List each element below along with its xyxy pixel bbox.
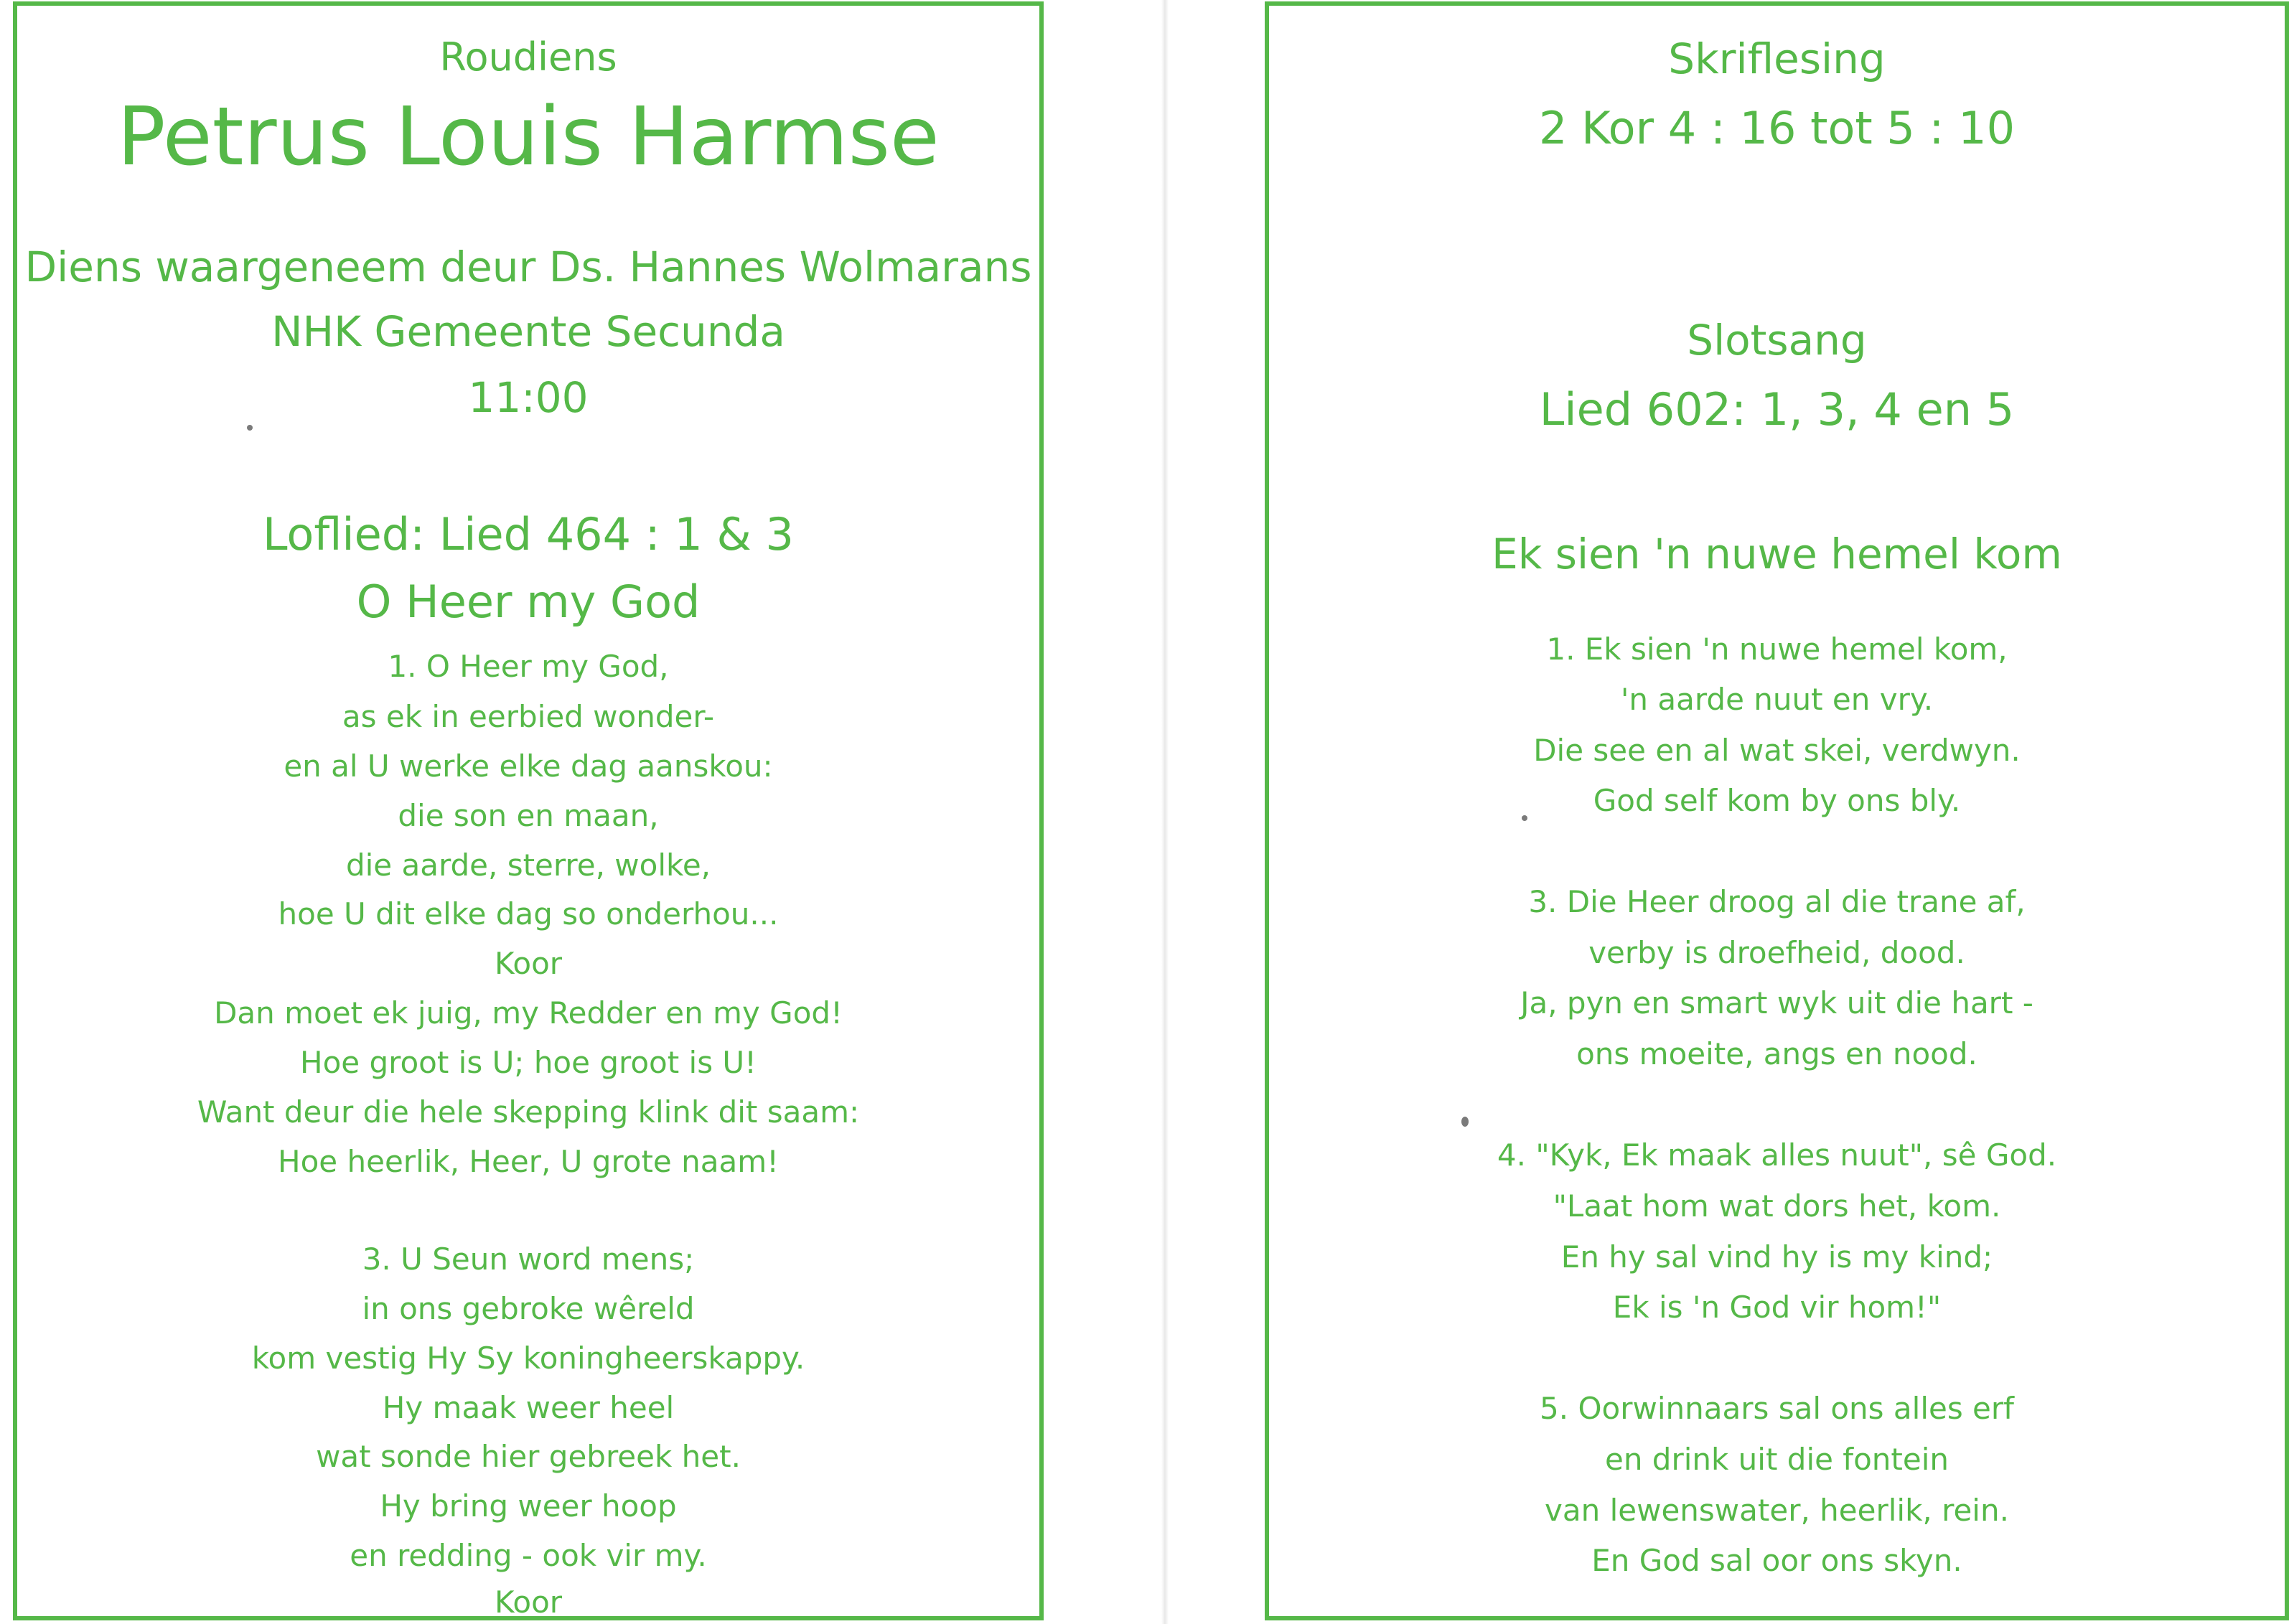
lyric-line: 1. Ek sien 'n nuwe hemel kom, — [1546, 632, 2008, 667]
chorus-label: Koor — [494, 1585, 563, 1620]
song-title: Ek sien 'n nuwe hemel kom — [1492, 530, 2062, 578]
lyric-line: Die see en al wat skei, verdwyn. — [1533, 733, 2021, 768]
hymn-title: O Heer my God — [356, 576, 701, 628]
lyric-line: En hy sal vind hy is my kind; — [1560, 1239, 1993, 1275]
lyric-line: 5. Oorwinnaars sal ons alles erf — [1540, 1391, 2014, 1426]
paper-speck — [1522, 815, 1527, 821]
deceased-name: Petrus Louis Harmse — [117, 90, 940, 184]
lyric-line: verby is droefheid, dood. — [1588, 935, 1965, 970]
page-fold — [1161, 0, 1169, 1624]
congregation-line: NHK Gemeente Secunda — [271, 307, 785, 356]
lyric-line: God self kom by ons bly. — [1593, 783, 1961, 818]
lyric-line: Ja, pyn en smart wyk uit die hart - — [1520, 985, 2033, 1020]
closing-heading: Slotsang — [1687, 316, 1867, 365]
officiant-line: Diens waargeneem deur Ds. Hannes Wolmarans — [24, 243, 1032, 291]
lyric-line: en al U werke elke dag aanskou: — [284, 748, 773, 784]
lyric-line: ons moeite, angs en nood. — [1576, 1036, 1977, 1071]
lyric-line: 4. "Kyk, Ek maak alles nuut", sê God. — [1497, 1137, 2057, 1173]
lyric-line: en redding - ook vir my. — [350, 1538, 707, 1573]
lyric-line: Want deur die hele skepping klink dit saam: — [197, 1094, 860, 1130]
lyric-line: 'n aarde nuut en vry. — [1620, 682, 1934, 717]
lyric-line: as ek in eerbied wonder- — [342, 699, 715, 734]
lyric-line: Ek is 'n God vir hom!" — [1612, 1290, 1942, 1325]
lyric-line: die son en maan, — [398, 798, 659, 833]
lyric-line: in ons gebroke wêreld — [362, 1291, 695, 1326]
lyric-line: 1. O Heer my God, — [388, 649, 669, 684]
lyric-line: Hoe heerlik, Heer, U grote naam! — [278, 1144, 779, 1179]
reading-heading: Skriflesing — [1668, 34, 1886, 83]
left-program-panel — [13, 1, 1044, 1620]
paper-speck — [247, 425, 253, 431]
lyric-line: Dan moet ek juig, my Redder en my God! — [214, 995, 843, 1031]
closing-reference: Lied 602: 1, 3, 4 en 5 — [1539, 383, 2015, 436]
lyric-line: kom vestig Hy Sy koningheerskappy. — [251, 1341, 805, 1376]
lyric-line: hoe U dit elke dag so onderhou... — [278, 896, 779, 931]
lyric-line: Hy maak weer heel — [382, 1390, 675, 1425]
lyric-line: en drink uit die fontein — [1604, 1442, 1949, 1477]
lyric-line: wat sonde hier gebreek het. — [316, 1439, 741, 1474]
right-program-panel — [1265, 1, 2289, 1620]
lyric-line: Hoe groot is U; hoe groot is U! — [299, 1045, 757, 1080]
paper-speck — [1461, 1117, 1469, 1127]
lyric-line: En God sal oor ons skyn. — [1591, 1543, 1962, 1578]
lyric-line: Hy bring weer hoop — [380, 1488, 677, 1524]
hymn-reference: Loflied: Lied 464 : 1 & 3 — [262, 508, 795, 560]
reading-reference: 2 Kor 4 : 16 tot 5 : 10 — [1538, 102, 2016, 154]
chorus-label: Koor — [494, 946, 563, 981]
lyric-line: 3. U Seun word mens; — [362, 1242, 695, 1277]
lyric-line: van lewenswater, heerlik, rein. — [1545, 1493, 2009, 1528]
service-time: 11:00 — [468, 373, 589, 422]
lyric-line: "Laat hom wat dors het, kom. — [1553, 1188, 2001, 1224]
lyric-line: die aarde, sterre, wolke, — [345, 848, 711, 883]
lyric-line: 3. Die Heer droog al die trane af, — [1528, 884, 2026, 919]
service-heading: Roudiens — [439, 34, 617, 80]
